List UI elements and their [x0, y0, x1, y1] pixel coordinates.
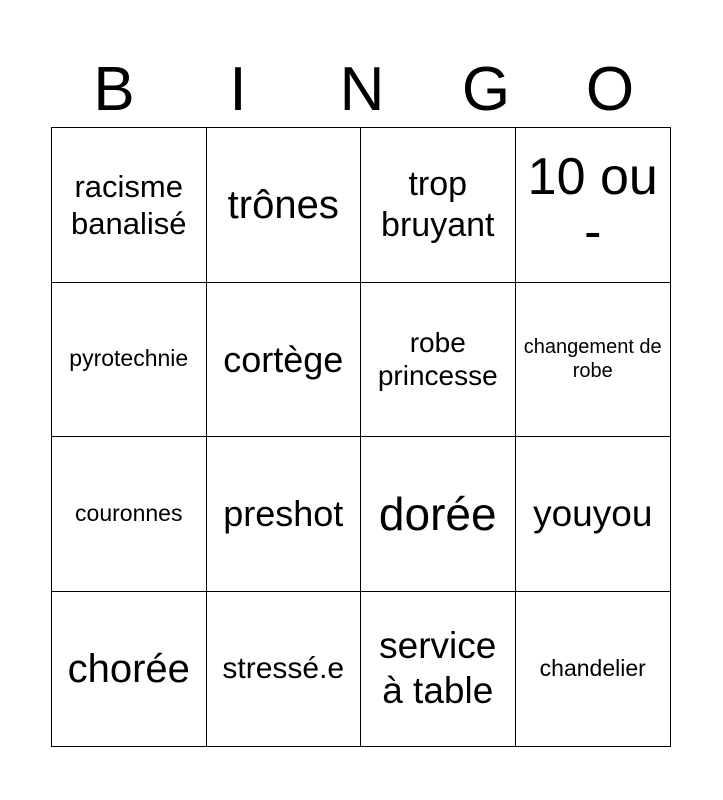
bingo-cell[interactable]: cortège: [207, 283, 362, 438]
bingo-cell[interactable]: stressé.e: [207, 592, 362, 747]
bingo-cell[interactable]: chandelier: [539, 654, 646, 681]
header-letter-i: I: [229, 55, 247, 124]
bingo-cell[interactable]: chorée: [52, 592, 207, 747]
bingo-header: [52, 52, 672, 128]
bingo-cell[interactable]: pyrotechnie: [52, 283, 207, 438]
header-letter-n: N: [339, 55, 385, 124]
bingo-card-grid: [51, 127, 671, 747]
bingo-cell[interactable]: service à table: [361, 592, 516, 747]
bingo-cell[interactable]: robe princesse: [361, 283, 516, 438]
bingo-cell[interactable]: couronnes: [52, 437, 207, 592]
bingo-cell[interactable]: racisme banalisé: [52, 128, 207, 283]
bingo-cell[interactable]: preshot: [207, 437, 362, 592]
bingo-cell[interactable]: changement de robe: [516, 283, 671, 438]
header-letter-g: G: [461, 55, 511, 124]
bingo-cell[interactable]: youyou: [516, 437, 671, 592]
bingo-cell[interactable]: trop bruyant: [361, 128, 516, 283]
bingo-cell[interactable]: dorée: [361, 437, 516, 592]
header-letter-b: B: [93, 55, 135, 124]
bingo-cell[interactable]: 10 ou -: [516, 128, 671, 283]
header-letter-o: O: [585, 55, 635, 124]
bingo-cell[interactable]: trônes: [207, 128, 362, 283]
